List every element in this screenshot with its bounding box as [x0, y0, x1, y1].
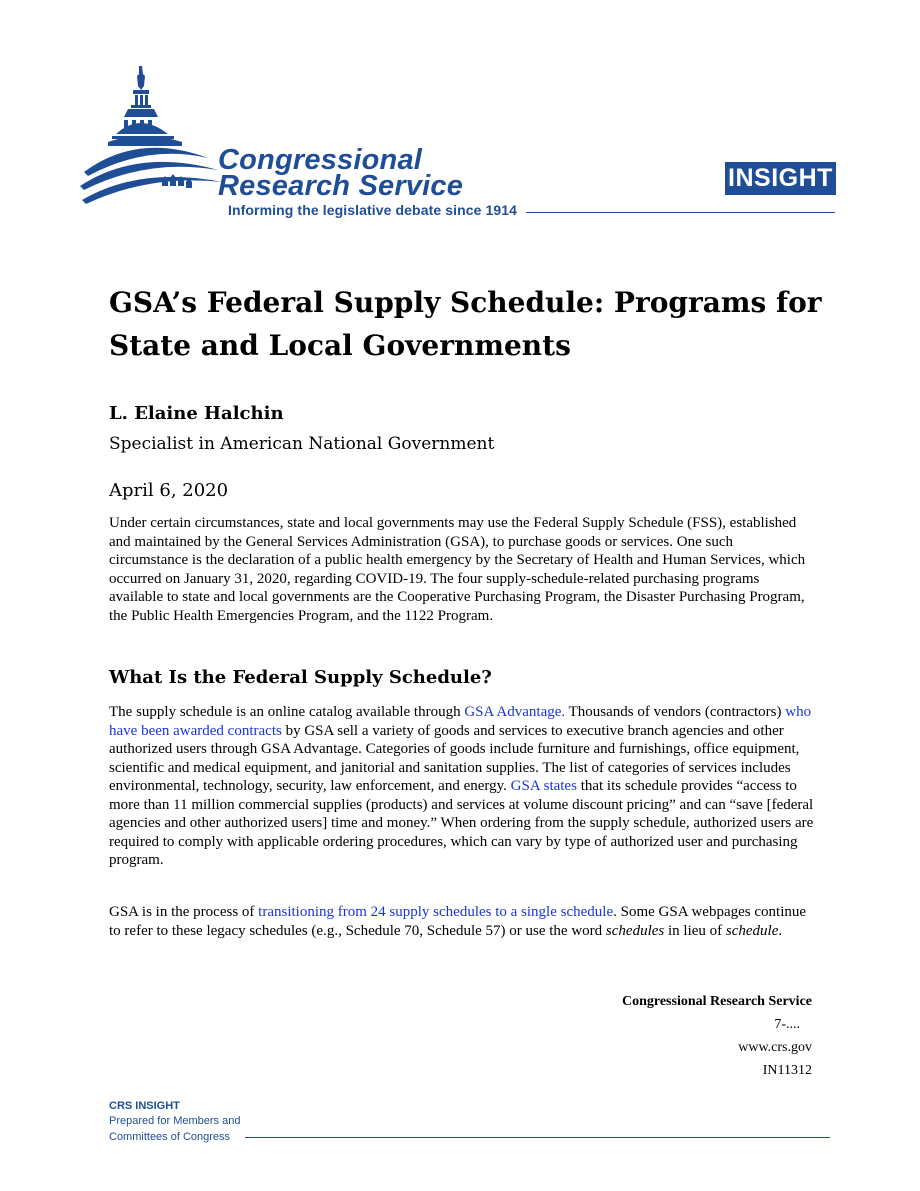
- paragraph-text: .: [778, 922, 783, 939]
- gsa-advantage-link[interactable]: GSA Advantage.: [464, 704, 566, 720]
- capitol-dome-logo: [78, 62, 223, 217]
- footer-rule: [245, 1137, 830, 1138]
- author-position: Specialist in American National Government: [109, 434, 495, 454]
- report-title: GSA’s Federal Supply Schedule: Programs for State and Local Governments: [109, 286, 822, 362]
- paragraph-text: that its schedule provides “access to more than 11 million commercial supplies (products) and services at volume discount pricing” and can “save [federal agencies and other authorized users] time and money.” When ordering from the supply schedule, authorized users are required to comply with applicable ordering procedures, which can vary by type of authorized user and purchasing program.: [109, 778, 814, 868]
- header-rule: [526, 212, 835, 213]
- section-heading: What Is the Federal Supply Schedule?: [109, 667, 492, 688]
- paragraph-text: in lieu of: [664, 922, 726, 939]
- intro-paragraph: Under certain circumstances, state and local governments may use the Federal Supply Schedule (FSS), established and maintained by the General Services Administration (GSA), to purchase goods or services. One such circumstance is the declaration of a public health emergency by the Secretary of Health and Human Services, which occurred on January 31, 2020, regarding COVID-19. The four supply-schedule-related purchasing programs available to state and local governments are the Cooperative Purchasing Program, the Disaster Purchasing Program, the Public Health Emergencies Program, and the 1122 Program.: [109, 515, 806, 624]
- insight-badge: INSIGHT: [725, 162, 836, 195]
- org-name-line2: Research Service: [218, 170, 464, 202]
- awarded-contracts-link[interactable]: who have been awarded contracts: [109, 704, 812, 739]
- paragraph-text: by GSA sell a variety of goods and services to executive branch agencies and other authorized users through GSA Advantage. Categories of goods include furniture and furnishings, office equipment, scientific and medical equipment, and janitorial and sanitation supplies. The list of categories of services includes environmental, technology, security, law enforcement, and energy.: [109, 722, 800, 794]
- prepared-for-line1: Prepared for Members and: [109, 1115, 241, 1127]
- emphasis-text: schedules: [605, 922, 665, 939]
- section-paragraph-2: [109, 903, 815, 940]
- crs-insight-label: CRS INSIGHT: [109, 1100, 180, 1112]
- footer-product-id: IN11312: [762, 1063, 812, 1078]
- paragraph-text: The supply schedule is an online catalog available through: [109, 704, 465, 720]
- paragraph-text: . Some GSA webpages continue to refer to these legacy schedules (e.g., Schedule 70, Schedule 57) or use the word: [109, 904, 807, 939]
- gsa-states-link[interactable]: GSA states: [510, 778, 577, 794]
- transition-schedules-link[interactable]: transitioning from 24 supply schedules to a single schedule: [258, 904, 614, 920]
- footer-org: Congressional Research Service: [621, 994, 812, 1009]
- publication-date: April 6, 2020: [109, 480, 229, 501]
- footer-website: www.crs.gov: [738, 1040, 812, 1055]
- footer-contact: [622, 990, 812, 1082]
- prepared-for-line2: Committees of Congress: [109, 1131, 231, 1143]
- org-tagline: Informing the legislative debate since 1914: [228, 202, 518, 218]
- org-name-line1: Congressional: [218, 144, 423, 176]
- paragraph-text: Thousands of vendors (contractors): [565, 704, 786, 720]
- footer-phone: 7-....: [774, 1017, 800, 1032]
- section-paragraph-1: [109, 703, 815, 870]
- author-name: L. Elaine Halchin: [109, 403, 284, 424]
- paragraph-text: GSA is in the process of: [109, 904, 259, 920]
- emphasis-text: schedule: [725, 922, 779, 939]
